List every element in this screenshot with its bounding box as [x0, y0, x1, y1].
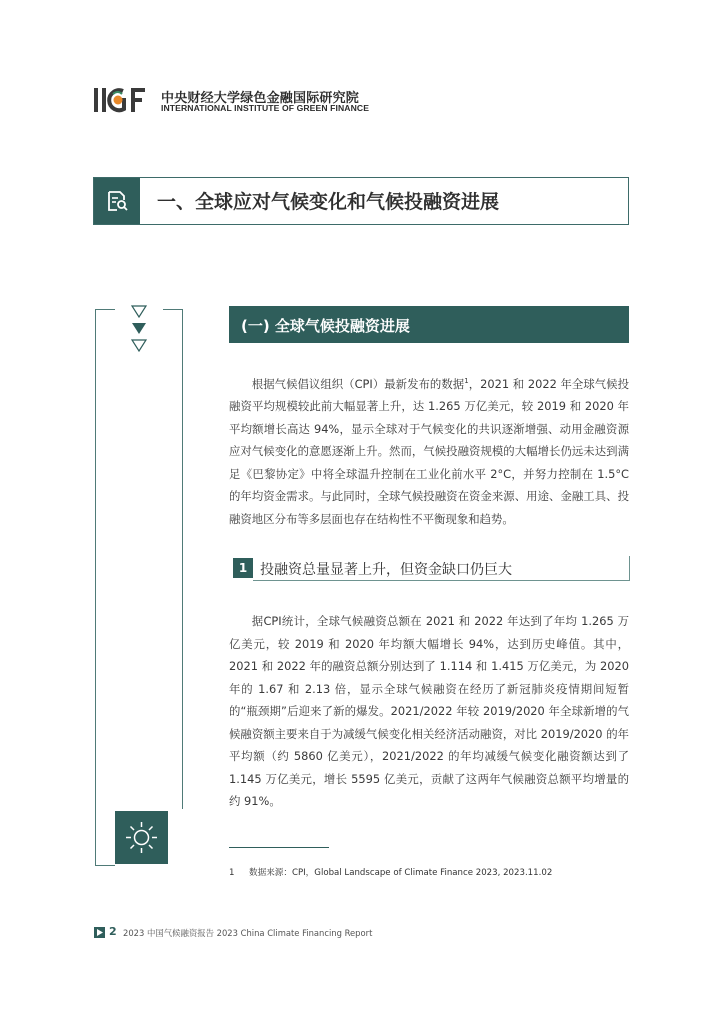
- institute-name-cn: 中央财经大学绿色金融国际研究院: [161, 91, 360, 106]
- subsection-text: 据CPI统计，全球气候融资总额在 2021 和 2022 年达到了年均 1.265 万亿美元，较 2019 和 2020 年均额大幅增长 94%，达到历史峰值。其中，2021 和 2022 年的融资总额分别达到了 1.114 和 1.415 万亿美元，为 2020 年的 1.67 和 2.13 倍，显示全球气候融资在经历了新冠肺炎疫情期间短暂的“瓶颈期”后迎来了新的爆发。2021/2022 年较 2019/2020 年全球新增的气候融资额主要来自于为减缓气候变化相关经济活动融资，对比 2019/2020 的年平均额（约 5860 亿美元），2021/2022 的年均减缓气候变化融资额达到了 1.145 万亿美元，增长 5595 亿美元，贡献了这两年气候融资总额平均增量的约 91%。: [229, 614, 629, 808]
- subsection-number: 1: [233, 558, 253, 578]
- report-title: 2023 中国气候融资报告 2023 China Climate Financing Report: [123, 928, 373, 938]
- document-search-icon: [105, 189, 129, 213]
- decor-frame-right: [182, 309, 183, 809]
- subsection-paragraph: [229, 610, 629, 813]
- subsection-title: 投融资总量显著上升，但资金缺口仍巨大: [260, 562, 512, 578]
- footnote-divider: [229, 847, 329, 848]
- footnote-number: 1: [229, 868, 235, 878]
- play-arrow-icon: [94, 927, 105, 938]
- sun-icon-box: [115, 811, 168, 864]
- intro-text-a: 根据气候倡议组织（CPI）最新发布的数据: [251, 376, 465, 391]
- chapter-icon-box: [94, 178, 140, 224]
- decor-frame-top-right: [163, 309, 183, 310]
- decor-frame-bottom: [95, 865, 115, 866]
- sun-icon: [125, 821, 158, 854]
- decor-frame-top-left: [95, 309, 115, 310]
- chapter-title: 一、全球应对气候变化和气候投融资进展: [157, 191, 500, 213]
- triangle-down-outline-icon: [131, 339, 147, 353]
- chapter-banner: [93, 177, 629, 225]
- intro-paragraph: [229, 370, 629, 530]
- page-number: 2: [109, 925, 117, 938]
- footnote-text: 数据来源：CPI，Global Landscape of Climate Finance 2023, 2023.11.02: [249, 868, 553, 878]
- footnote-ref[interactable]: 1: [464, 377, 469, 385]
- intro-text-b: ，2021 和 2022 年全球气候投融资平均规模较此前大幅显著上升，达 1.265 万亿美元，较 2019 和 2020 年平均额增长高达 94%，显示全球对于气候变化的共识逐渐增强、动用金融资源应对气候变化的意愿逐渐上升。然而，气候投融资规模的大幅增长仍远未达到满足《巴黎协定》中将全球温升控制在工业化前水平 2°C，并努力控制在 1.5°C 的年均资金需求。与此同时，全球气候投融资在资金来源、用途、金融工具、投融资地区分布等多层面也存在结构性不平衡现象和趋势。: [229, 376, 629, 526]
- subsection-heading: [233, 556, 629, 582]
- iigf-logo-mark: [93, 85, 155, 115]
- decor-frame-left: [95, 309, 96, 866]
- triangle-down-outline-icon: [131, 305, 147, 319]
- section-heading: [229, 306, 629, 343]
- footnote: [229, 866, 552, 878]
- triangle-down-filled-icon: [131, 322, 147, 336]
- section-title: (一) 全球气候投融资进展: [241, 317, 410, 335]
- subsection-corner-line: [629, 556, 630, 581]
- subsection-underline: [253, 580, 630, 581]
- institute-name-en: INTERNATIONAL INSTITUTE OF GREEN FINANCE: [161, 103, 370, 113]
